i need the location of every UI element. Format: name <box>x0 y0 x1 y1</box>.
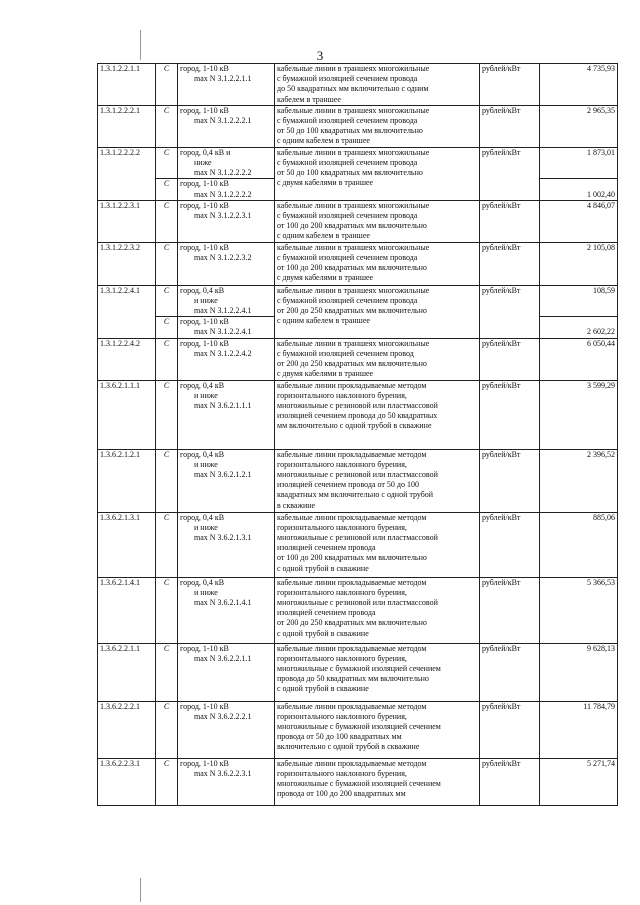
area-line: ниже <box>194 158 212 168</box>
area-voltage <box>178 317 275 338</box>
row-code: 1.3.6.2.2.1.1 <box>98 643 156 701</box>
area-line: город, 0,4 кВ <box>180 577 225 587</box>
area-line: и ниже <box>194 295 218 305</box>
line-description <box>275 147 480 200</box>
description-line: в скважине <box>277 500 316 510</box>
area-line: max N 3.1.2.2.3.2 <box>194 252 252 262</box>
description-line: кабельные линии в траншеях многожильные <box>277 64 430 73</box>
unit: рублей/кВт <box>480 147 540 200</box>
rate-value: 3 599,29 <box>540 380 618 449</box>
description-line: изоляцией сечением провода от 50 до 100 <box>277 480 419 490</box>
rate-value: 5 271,74 <box>540 758 618 805</box>
description-line: кабельные линии в траншеях многожильные <box>277 105 430 115</box>
area-line: город, 1-10 кВ <box>180 643 229 653</box>
table-row <box>98 147 618 179</box>
table-row <box>98 512 618 577</box>
category-letter: С <box>156 449 178 512</box>
unit: рублей/кВт <box>480 643 540 701</box>
category-letter: С <box>156 64 178 106</box>
description-line: многожильные с резиновой или пластмассовой <box>277 533 438 543</box>
line-description <box>275 380 480 449</box>
rate-value: 9 628,13 <box>540 643 618 701</box>
description-line: с одной трубой в скважине <box>277 628 369 638</box>
area-voltage <box>178 285 275 317</box>
scan-margin-mark <box>140 30 141 60</box>
tariff-table <box>97 63 618 806</box>
unit: рублей/кВт <box>480 449 540 512</box>
description-line: многожильные с бумажной изоляцией сечением <box>277 722 441 732</box>
description-line: горизонтального наклонного бурения, <box>277 587 407 597</box>
area-line: город, 0,4 кВ <box>180 380 225 390</box>
area-line: город, 0,4 кВ и <box>180 147 231 157</box>
unit: рублей/кВт <box>480 64 540 106</box>
row-code: 1.3.1.2.2.4.1 <box>98 285 156 338</box>
area-line: max N 3.6.2.1.4.1 <box>194 598 252 608</box>
unit: рублей/кВт <box>480 380 540 449</box>
area-line: город, 1-10 кВ <box>180 317 229 327</box>
row-code: 1.3.1.2.2.2.2 <box>98 147 156 200</box>
description-line: с бумажной изоляцией сечением провода <box>277 74 418 84</box>
category-letter: С <box>156 338 178 380</box>
row-code: 1.3.1.2.2.3.1 <box>98 200 156 242</box>
row-code: 1.3.1.2.2.2.1 <box>98 105 156 147</box>
area-line: и ниже <box>194 522 218 532</box>
area-line: max N 3.1.2.2.3.1 <box>194 211 252 221</box>
description-line: провода от 50 до 100 квадратных мм <box>277 732 402 742</box>
area-voltage <box>178 147 275 179</box>
line-description <box>275 200 480 242</box>
description-line: горизонтального наклонного бурения, <box>277 459 407 469</box>
table-row <box>98 200 618 242</box>
description-line: от 100 до 200 квадратных мм включительно <box>277 221 427 231</box>
line-description <box>275 512 480 577</box>
description-line: с одной трубой в скважине <box>277 563 369 573</box>
area-line: max N 3.6.2.2.3.1 <box>194 768 252 778</box>
description-line: с бумажной изоляцией сечением провода <box>277 295 418 305</box>
description-line: квадратных мм включительно с одной трубой <box>277 490 434 500</box>
description-line: кабельные линии прокладываемые методом <box>277 512 427 522</box>
line-description <box>275 643 480 701</box>
description-line: провода от 100 до 200 квадратных мм <box>277 789 406 799</box>
rate-value: 4 735,93 <box>540 64 618 106</box>
unit: рублей/кВт <box>480 285 540 338</box>
category-letter: С <box>156 577 178 643</box>
description-line: многожильные с бумажной изоляцией сечением <box>277 664 441 674</box>
area-line: max N 3.1.2.2.2.1 <box>194 116 252 126</box>
area-line: город, 0,4 кВ <box>180 449 225 459</box>
description-line: кабельные линии прокладываемые методом <box>277 643 427 653</box>
rate-value: 5 366,53 <box>540 577 618 643</box>
category-letter: С <box>156 200 178 242</box>
description-line: включительно с одной трубой в скважине <box>277 742 420 752</box>
area-line: max N 3.6.2.1.2.1 <box>194 470 252 480</box>
description-line: горизонтального наклонного бурения, <box>277 653 407 663</box>
category-letter: С <box>156 701 178 758</box>
description-line: мм включительно с одной трубой в скважине <box>277 421 432 431</box>
area-voltage <box>178 643 275 701</box>
area-line: max N 3.1.2.2.2.2 <box>194 189 252 199</box>
area-voltage <box>178 449 275 512</box>
description-line: кабелем в траншее <box>277 94 341 104</box>
category-letter: С <box>156 242 178 285</box>
description-line: изоляцией сечением провода <box>277 543 376 553</box>
description-line: с одним кабелем в траншее <box>277 316 370 326</box>
description-line: с бумажной изоляцией сечением провода <box>277 252 418 262</box>
scan-margin-mark <box>140 878 141 902</box>
table-row <box>98 380 618 449</box>
area-line: и ниже <box>194 587 218 597</box>
description-line: от 50 до 100 квадратных мм включительно <box>277 126 423 136</box>
area-line: max N 3.1.2.2.2.2 <box>194 168 252 178</box>
table-row <box>98 64 618 106</box>
description-line: горизонтального наклонного бурения, <box>277 522 407 532</box>
description-line: кабельные линии прокладываемые методом <box>277 380 427 390</box>
table-row <box>98 643 618 701</box>
rate-value: 1 002,40 <box>540 179 618 200</box>
area-line: город, 1-10 кВ <box>180 758 229 768</box>
description-line: кабельные линии в траншеях многожильные <box>277 200 430 210</box>
description-line: с одним кабелем в траншее <box>277 231 370 241</box>
category-letter: С <box>156 758 178 805</box>
description-line: многожильные с бумажной изоляцией сечением <box>277 779 441 789</box>
description-line: от 200 до 250 квадратных мм включительно <box>277 359 427 369</box>
description-line: изоляцией сечением провода до 50 квадратных <box>277 411 438 421</box>
rate-value: 2 105,08 <box>540 242 618 285</box>
area-line: город, 0,4 кВ <box>180 512 225 522</box>
line-description <box>275 758 480 805</box>
area-line: max N 3.1.2.2.4.1 <box>194 306 252 316</box>
row-code: 1.3.6.2.1.2.1 <box>98 449 156 512</box>
line-description <box>275 577 480 643</box>
description-line: от 100 до 200 квадратных мм включительно <box>277 553 427 563</box>
description-line: от 50 до 100 квадратных мм включительно <box>277 168 423 178</box>
category-letter: С <box>156 285 178 317</box>
area-line: город, 0,4 кВ <box>180 285 225 295</box>
description-line: кабельные линии прокладываемые методом <box>277 577 427 587</box>
area-line: город, 1-10 кВ <box>180 242 229 252</box>
area-line: и ниже <box>194 459 218 469</box>
area-voltage <box>178 512 275 577</box>
category-letter: С <box>156 105 178 147</box>
table-row <box>98 338 618 380</box>
description-line: изоляцией сечением провода <box>277 608 376 618</box>
area-voltage <box>178 242 275 285</box>
description-line: провода до 50 квадратных мм включительно <box>277 674 429 684</box>
description-line: до 50 квадратных мм включительно с одним <box>277 84 429 94</box>
area-line: город, 1-10 кВ <box>180 64 229 73</box>
description-line: горизонтального наклонного бурения, <box>277 768 407 778</box>
line-description <box>275 64 480 106</box>
description-line: горизонтального наклонного бурения, <box>277 711 407 721</box>
table-row <box>98 285 618 317</box>
category-letter: С <box>156 317 178 338</box>
area-line: и ниже <box>194 390 218 400</box>
line-description <box>275 338 480 380</box>
table-row <box>98 449 618 512</box>
table-row <box>98 577 618 643</box>
unit: рублей/кВт <box>480 242 540 285</box>
unit: рублей/кВт <box>480 200 540 242</box>
row-code: 1.3.1.2.2.3.2 <box>98 242 156 285</box>
area-line: max N 3.1.2.2.1.1 <box>194 74 252 84</box>
description-line: с одним кабелем в траншее <box>277 136 370 146</box>
unit: рублей/кВт <box>480 758 540 805</box>
rate-value: 2 602,22 <box>540 317 618 338</box>
row-code: 1.3.6.2.2.2.1 <box>98 701 156 758</box>
category-letter: С <box>156 380 178 449</box>
unit: рублей/кВт <box>480 577 540 643</box>
row-code: 1.3.6.2.1.4.1 <box>98 577 156 643</box>
area-voltage <box>178 338 275 380</box>
description-line: кабельные линии в траншеях многожильные <box>277 147 430 157</box>
table-row <box>98 701 618 758</box>
area-voltage <box>178 380 275 449</box>
table-row <box>98 242 618 285</box>
unit: рублей/кВт <box>480 338 540 380</box>
row-code: 1.3.1.2.2.1.1 <box>98 64 156 106</box>
area-line: max N 3.6.2.1.3.1 <box>194 533 252 543</box>
description-line: с двумя кабелями в траншее <box>277 178 374 188</box>
line-description <box>275 285 480 338</box>
area-voltage <box>178 105 275 147</box>
description-line: кабельные линии в траншеях многожильные <box>277 242 430 252</box>
area-voltage <box>178 701 275 758</box>
description-line: с двумя кабелями в траншее <box>277 273 374 283</box>
area-line: город, 1-10 кВ <box>180 105 229 115</box>
area-line: город, 1-10 кВ <box>180 200 229 210</box>
area-voltage <box>178 64 275 106</box>
table-row <box>98 105 618 147</box>
area-line: город, 1-10 кВ <box>180 701 229 711</box>
rate-value: 885,06 <box>540 512 618 577</box>
unit: рублей/кВт <box>480 105 540 147</box>
rate-value: 2 965,35 <box>540 105 618 147</box>
description-line: кабельные линии в траншеях многожильные <box>277 285 430 295</box>
line-description <box>275 701 480 758</box>
line-description <box>275 105 480 147</box>
row-code: 1.3.1.2.2.4.2 <box>98 338 156 380</box>
table-row <box>98 758 618 805</box>
description-line: с бумажной изоляцией сечением провод <box>277 348 414 358</box>
area-line: max N 3.6.2.2.2.1 <box>194 711 252 721</box>
area-line: город, 1-10 кВ <box>180 338 229 348</box>
description-line: с бумажной изоляцией сечением провода <box>277 158 418 168</box>
description-line: с бумажной изоляцией сечением провода <box>277 116 418 126</box>
description-line: кабельные линии прокладываемые методом <box>277 701 427 711</box>
description-line: кабельные линии прокладываемые методом <box>277 449 427 459</box>
description-line: кабельные линии прокладываемые методом <box>277 758 427 768</box>
rate-value: 2 396,52 <box>540 449 618 512</box>
rate-value: 108,59 <box>540 285 618 317</box>
description-line: от 200 до 250 квадратных мм включительно <box>277 618 427 628</box>
category-letter: С <box>156 512 178 577</box>
category-letter: С <box>156 643 178 701</box>
description-line: кабельные линии в траншеях многожильные <box>277 338 430 348</box>
area-voltage <box>178 758 275 805</box>
description-line: от 100 до 200 квадратных мм включительно <box>277 263 427 273</box>
rate-value: 11 784,79 <box>540 701 618 758</box>
rate-value: 4 846,07 <box>540 200 618 242</box>
area-line: max N 3.1.2.2.4.2 <box>194 348 252 358</box>
description-line: многожильные с резиновой или пластмассовой <box>277 401 438 411</box>
area-line: город, 1-10 кВ <box>180 179 229 189</box>
unit: рублей/кВт <box>480 701 540 758</box>
description-line: многожильные с резиновой или пластмассовой <box>277 598 438 608</box>
category-letter: С <box>156 147 178 179</box>
category-letter: С <box>156 179 178 200</box>
area-line: max N 3.6.2.1.1.1 <box>194 401 252 411</box>
row-code: 1.3.6.2.1.1.1 <box>98 380 156 449</box>
rate-value: 1 873,01 <box>540 147 618 179</box>
page-number: 3 <box>316 48 324 63</box>
description-line: многожильные с резиновой или пластмассовой <box>277 470 438 480</box>
area-line: max N 3.1.2.2.4.1 <box>194 327 252 337</box>
line-description <box>275 242 480 285</box>
description-line: от 200 до 250 квадратных мм включительно <box>277 306 427 316</box>
unit: рублей/кВт <box>480 512 540 577</box>
description-line: горизонтального наклонного бурения, <box>277 390 407 400</box>
row-code: 1.3.6.2.2.3.1 <box>98 758 156 805</box>
area-voltage <box>178 179 275 200</box>
description-line: с одной трубой в скважине <box>277 684 369 694</box>
description-line: с бумажной изоляцией сечением провода <box>277 211 418 221</box>
area-line: max N 3.6.2.2.1.1 <box>194 653 252 663</box>
area-voltage <box>178 200 275 242</box>
row-code: 1.3.6.2.1.3.1 <box>98 512 156 577</box>
description-line: с двумя кабелями в траншее <box>277 369 374 379</box>
line-description <box>275 449 480 512</box>
area-voltage <box>178 577 275 643</box>
rate-value: 6 050,44 <box>540 338 618 380</box>
